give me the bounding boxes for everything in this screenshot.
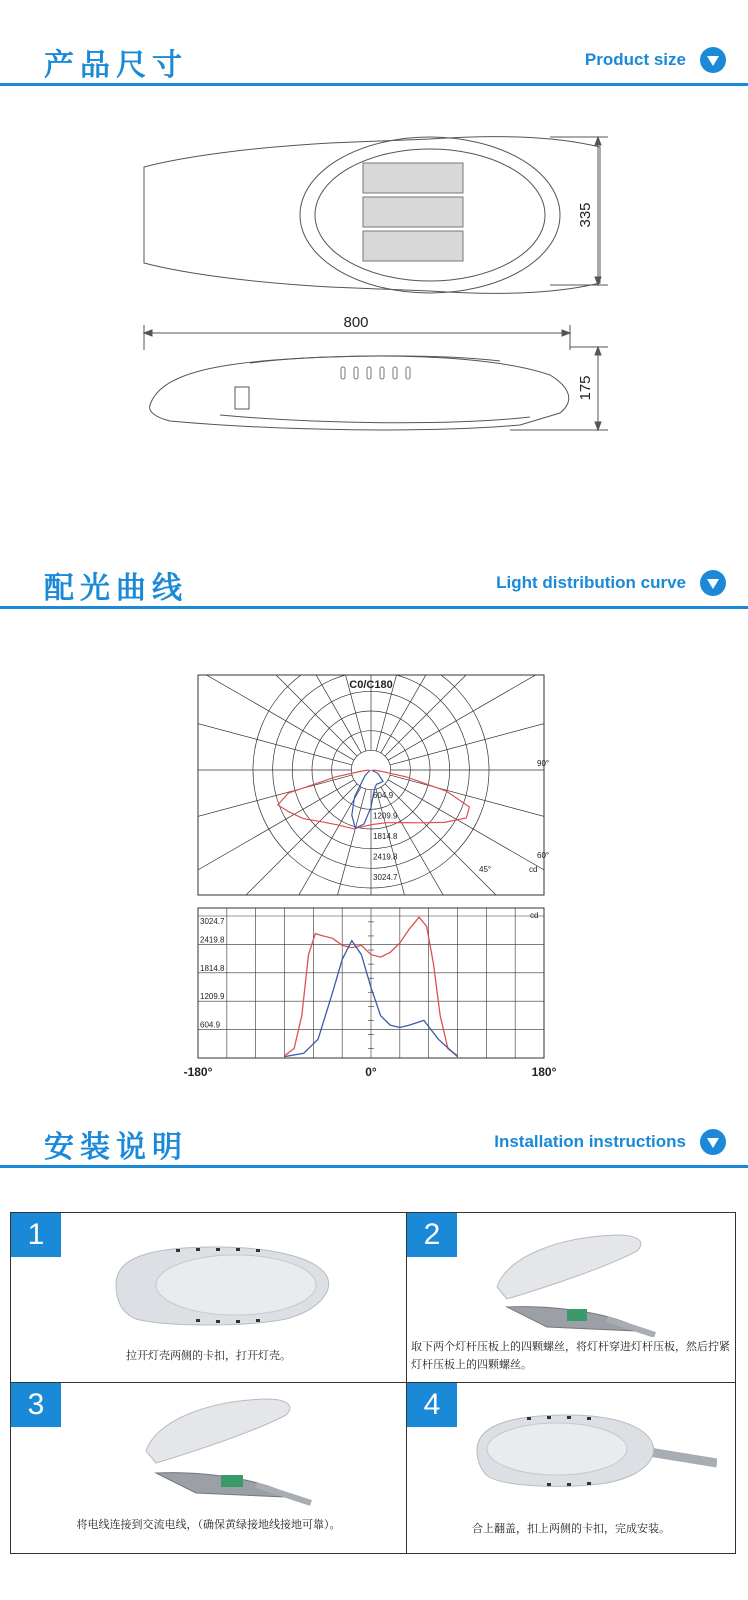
section-title-cn: 安装说明 — [44, 1130, 188, 1165]
step-caption: 拉开灯壳两侧的卡扣，打开灯壳。 — [126, 1349, 291, 1362]
cartesian-x-tick-label: 0° — [365, 1065, 377, 1079]
cartesian-y-tick-label: 604.9 — [200, 1020, 221, 1030]
polar-ring-label: 604.9 — [373, 791, 394, 800]
section-divider — [0, 1165, 748, 1168]
cartesian-x-tick-label: -180° — [183, 1065, 213, 1079]
lamp-installed-image — [467, 1405, 717, 1495]
step-number: 1 — [11, 1213, 61, 1257]
polar-ring-label: 3024.7 — [373, 873, 398, 882]
chevron-down-circle-icon — [700, 570, 726, 596]
section-divider — [0, 83, 748, 86]
polar-unit-label: cd — [529, 865, 538, 874]
section-header-product-size — [0, 30, 748, 90]
polar-angle-label: 90° — [537, 759, 550, 768]
side-view — [150, 347, 608, 430]
cartesian-x-tick-label: 180° — [531, 1065, 557, 1079]
cartesian-unit-label: cd — [530, 911, 539, 920]
chevron-down-circle-icon — [700, 1129, 726, 1155]
chart-title: C0/C180 — [349, 679, 393, 691]
step-number: 3 — [11, 1383, 61, 1427]
installation-steps-table — [10, 1212, 736, 1554]
step-caption: 将电线连接到交流电线，（确保黄绿接地线接地可靠）。 — [76, 1518, 341, 1531]
section-title-en: Installation instructions — [494, 1132, 686, 1151]
led-module-array — [363, 163, 463, 261]
product-size-drawing — [130, 125, 630, 455]
step-caption: 合上翻盖，扣上两侧的卡扣，完成安装。 — [472, 1522, 670, 1535]
step-cell-3 — [11, 1383, 406, 1553]
section-title-cn: 配光曲线 — [44, 571, 188, 606]
section-header-installation — [0, 1112, 748, 1172]
lamp-open-pole-image — [487, 1227, 657, 1337]
vent-slots — [341, 367, 410, 379]
polar-ring-label: 2419.8 — [373, 852, 398, 862]
polar-angle-label: 60° — [537, 851, 550, 860]
width-dimension: 800 — [343, 314, 369, 331]
polar-angle-label: 45° — [479, 865, 492, 874]
section-divider — [0, 606, 748, 609]
light-distribution-chart — [175, 670, 575, 1090]
step-caption: 取下两个灯杆压板上的四颗螺丝，将灯杆穿进灯杆压板，然后拧紧灯杆压板上的四颗螺丝。 — [411, 1340, 730, 1371]
section-title-cn: 产品尺寸 — [44, 48, 188, 83]
step-cell-1 — [11, 1213, 406, 1382]
lamp-wiring-image — [136, 1391, 316, 1506]
height-dimension: 175 — [577, 375, 594, 401]
cartesian-y-tick-label: 2419.8 — [200, 935, 225, 945]
cartesian-y-tick-label: 1209.9 — [200, 992, 225, 1002]
depth-dimension: 335 — [577, 202, 594, 228]
section-title-en: Product size — [584, 50, 686, 69]
step-number: 4 — [407, 1383, 457, 1427]
chevron-down-circle-icon — [700, 47, 726, 73]
cartesian-y-tick-label: 1814.8 — [200, 963, 225, 973]
cartesian-y-tick-label: 3024.7 — [200, 917, 225, 926]
section-title-en: Light distribution curve — [496, 573, 686, 592]
section-header-light-distribution — [0, 553, 748, 613]
step-cell-2 — [407, 1213, 735, 1382]
polar-ring-label: 1814.8 — [373, 832, 398, 841]
lamp-closed-image — [106, 1239, 336, 1329]
polar-ring-label: 1209.9 — [373, 811, 398, 821]
step-cell-4 — [407, 1383, 735, 1553]
step-number: 2 — [407, 1213, 457, 1257]
